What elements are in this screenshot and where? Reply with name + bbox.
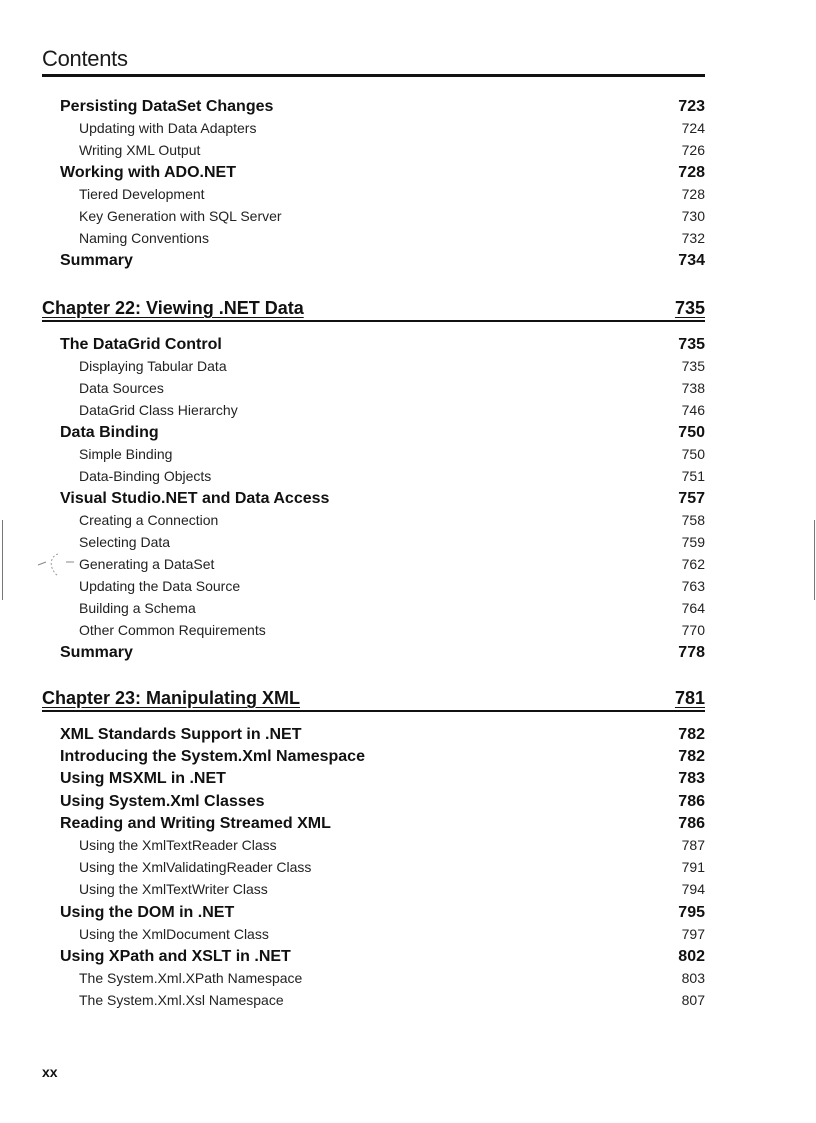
toc-entry-title: Introducing the System.Xml Namespace bbox=[60, 748, 365, 766]
footer-page-number: xx bbox=[42, 1064, 58, 1080]
toc-entry-title: The System.Xml.Xsl Namespace bbox=[79, 992, 284, 1009]
toc-entry-page-number: 751 bbox=[681, 468, 705, 484]
toc-entry-title: Data Binding bbox=[60, 424, 159, 441]
toc-entry-page-number: 807 bbox=[681, 992, 705, 1009]
toc-entry-title: XML Standards Support in .NET bbox=[60, 726, 302, 743]
toc-entry-title: Creating a Connection bbox=[79, 512, 219, 528]
toc-entry-title: The System.Xml.XPath Namespace bbox=[79, 970, 303, 987]
chapter-title: Chapter 22: Viewing .NET Data bbox=[42, 298, 304, 318]
toc-entry-page-number: 723 bbox=[678, 98, 705, 115]
toc-entry-page-number: 802 bbox=[678, 948, 705, 965]
toc-entry-title: Using the XmlTextReader Class bbox=[79, 837, 277, 853]
chapter-page-number: 781 bbox=[674, 688, 705, 708]
toc-entry-title: Using MSXML in .NET bbox=[60, 770, 226, 788]
toc-entry-page-number: 794 bbox=[681, 881, 705, 898]
toc-entry-title: The DataGrid Control bbox=[60, 336, 222, 353]
toc-entry-title: Other Common Requirements bbox=[79, 622, 266, 638]
toc-entry-page-number: 757 bbox=[678, 490, 705, 507]
toc-entry-page-number: 786 bbox=[678, 814, 705, 832]
toc-entry-title: Reading and Writing Streamed XML bbox=[60, 814, 331, 832]
chapter-title: Chapter 23: Manipulating XML bbox=[42, 688, 301, 708]
toc-entry-title: Working with ADO.NET bbox=[60, 164, 236, 181]
toc-entry-page-number: 758 bbox=[681, 512, 705, 528]
toc-entry-title: Using System.Xml Classes bbox=[60, 792, 265, 810]
toc-entry-title: Building a Schema bbox=[79, 600, 196, 616]
toc-entry-page-number: 750 bbox=[681, 446, 705, 462]
toc-entry-page-number: 786 bbox=[678, 792, 705, 810]
toc-entry-title: Displaying Tabular Data bbox=[79, 358, 227, 374]
toc-entry-page-number: 735 bbox=[681, 358, 705, 374]
toc-entry-page-number: 728 bbox=[681, 186, 705, 202]
scan-edge-mark bbox=[814, 520, 815, 600]
toc-entry-page-number: 732 bbox=[681, 230, 705, 246]
toc-entry-title: Simple Binding bbox=[79, 446, 173, 462]
toc-entry-page-number: 795 bbox=[678, 903, 705, 921]
chapter-22-heading[interactable] bbox=[42, 298, 705, 322]
toc-entry-page-number: 783 bbox=[678, 770, 705, 788]
chapter-23-heading[interactable] bbox=[42, 688, 705, 712]
toc-entry-page-number: 735 bbox=[678, 336, 705, 353]
toc-entry-title: Data-Binding Objects bbox=[79, 468, 212, 484]
toc-entry-title: Summary bbox=[60, 644, 133, 661]
toc-entry-title: Using the DOM in .NET bbox=[60, 903, 235, 921]
toc-entry-page-number: 797 bbox=[681, 925, 705, 942]
toc-entry-page-number: 750 bbox=[678, 424, 705, 441]
scan-edge-mark bbox=[2, 520, 3, 600]
toc-entry-page-number: 724 bbox=[681, 120, 705, 136]
toc-entry-page-number: 763 bbox=[681, 578, 705, 594]
toc-entry-title: Updating with Data Adapters bbox=[79, 120, 257, 136]
toc-entry-title: Tiered Development bbox=[79, 186, 205, 202]
toc-entry-title: Updating the Data Source bbox=[79, 578, 241, 594]
toc-entry-title: Persisting DataSet Changes bbox=[60, 98, 274, 115]
toc-entry-page-number: 782 bbox=[678, 748, 705, 766]
toc-entry-title: Using the XmlValidatingReader Class bbox=[79, 859, 312, 876]
toc-entry-title: Writing XML Output bbox=[79, 142, 201, 158]
toc-entry-page-number: 770 bbox=[681, 622, 705, 638]
toc-entry-title: Selecting Data bbox=[79, 534, 171, 550]
toc-entry-title: Visual Studio.NET and Data Access bbox=[60, 490, 330, 507]
toc-entry-page-number: 782 bbox=[678, 726, 705, 743]
toc-entry-page-number: 803 bbox=[681, 970, 705, 987]
toc-entry-page-number: 778 bbox=[678, 644, 705, 661]
toc-entry-page-number: 726 bbox=[681, 142, 705, 158]
toc-entry-title: Using XPath and XSLT in .NET bbox=[60, 948, 291, 965]
toc-entry-page-number: 730 bbox=[681, 208, 705, 224]
toc-entry-title: Naming Conventions bbox=[79, 230, 209, 246]
toc-entry-title: Generating a DataSet bbox=[79, 556, 215, 572]
toc-entry-title: Summary bbox=[60, 252, 133, 269]
toc-entry-page-number: 746 bbox=[681, 402, 705, 418]
toc-entry-title: DataGrid Class Hierarchy bbox=[79, 402, 238, 418]
toc-entry-page-number: 762 bbox=[681, 556, 705, 572]
toc-entry-title: Using the XmlDocument Class bbox=[79, 925, 269, 942]
toc-entry-page-number: 738 bbox=[681, 380, 705, 396]
toc-entry-title: Key Generation with SQL Server bbox=[79, 208, 282, 224]
toc-entry-page-number: 759 bbox=[681, 534, 705, 550]
toc-entry-page-number: 791 bbox=[681, 859, 705, 876]
toc-entry-page-number: 734 bbox=[678, 252, 705, 269]
toc-entry-title: Using the XmlTextWriter Class bbox=[79, 881, 268, 898]
chapter-page-number: 735 bbox=[674, 298, 705, 318]
toc-entry-title: Data Sources bbox=[79, 380, 164, 396]
toc-entry-page-number: 764 bbox=[681, 600, 705, 616]
page-title: Contents bbox=[42, 46, 128, 71]
scan-artifact-icon bbox=[36, 550, 76, 580]
toc-entry-page-number: 728 bbox=[678, 164, 705, 181]
toc-entry-page-number: 787 bbox=[681, 837, 705, 853]
